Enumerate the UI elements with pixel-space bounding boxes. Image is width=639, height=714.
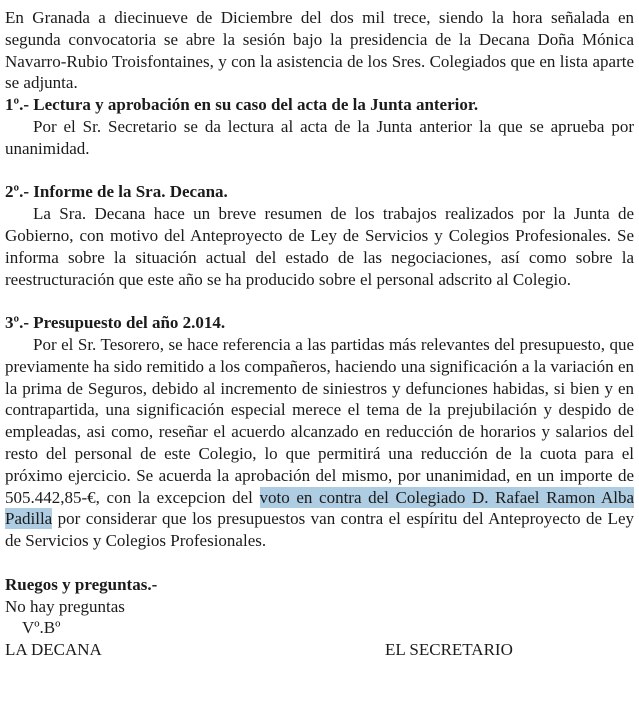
signature-row (5, 639, 634, 661)
intro-paragraph: En Granada a diecinueve de Diciembre del dos mil trece, siendo la hora señalada en segunda convocatoria se abre la sesión bajo la presidencia de la Decana Doña Mónica Navarro-Rubio Troisfontaines, y con la asistencia de los Sres. Colegiados que en lista aparte se adjunta. (5, 8, 634, 93)
signature-left: LA DECANA (5, 640, 102, 660)
section-3-heading: 3º.- Presupuesto del año 2.014. (5, 313, 226, 333)
section-1-heading: 1º.- Lectura y aprobación en su caso del acta de la Junta anterior. (5, 95, 479, 115)
selection-highlight: voto en contra del Colegiado D. Rafael Ramon Alba Padilla (5, 487, 634, 529)
section-2-paragraph: La Sra. Decana hace un breve resumen de los trabajos realizados por la Junta de Gobierno, con motivo del Anteproyecto de Ley de Servicios y Colegios Profesionales. Se informa sobre la situación actual del estado de las negociaciones, así como sobre la reestructuración que este año se ha producido sobre el personal adscrito al Colegio. (5, 204, 634, 289)
section-2-heading: 2º.- Informe de la Sra. Decana. (5, 182, 228, 202)
section-3-text-before-highlight: Por el Sr. Tesorero, se hace referencia a las partidas más relevantes del presupuesto, que previamente ha sido remitido a los compañeros, haciendo una significación a la variación en la prima de Seguros, debido al incremento de siniestros y defunciones habidas, si bien y en contrapartida, una significación especial merece el tema de la prejubilación y despido de empleadas, asi como, reseñar el acuerdo alcanzado en reducción de horarios y salarios del resto del personal de este Colegio, lo que permitirá una reducción de la cuota para el próximo ejercicio. Se acuerda la aprobación del mismo, por unanimidad, en un importe de 505.442,85-€, con la excepcion del (5, 334, 634, 507)
section-1-paragraph: Por el Sr. Secretario se da lectura al acta de la Junta anterior la que se aprueba por unanimidad. (5, 116, 634, 158)
section-3-text-after-highlight: por considerar que los presupuestos van contra el espíritu del Anteproyecto de Ley de Servicios y Colegios Profesionales. (5, 509, 634, 551)
section-3-paragraph (5, 334, 634, 552)
signature-right: EL SECRETARIO (385, 640, 513, 660)
no-questions-line: No hay preguntas (5, 596, 125, 616)
closing-heading: Ruegos y preguntas.- (5, 574, 158, 594)
vb-line: Vº.Bº (22, 618, 61, 638)
